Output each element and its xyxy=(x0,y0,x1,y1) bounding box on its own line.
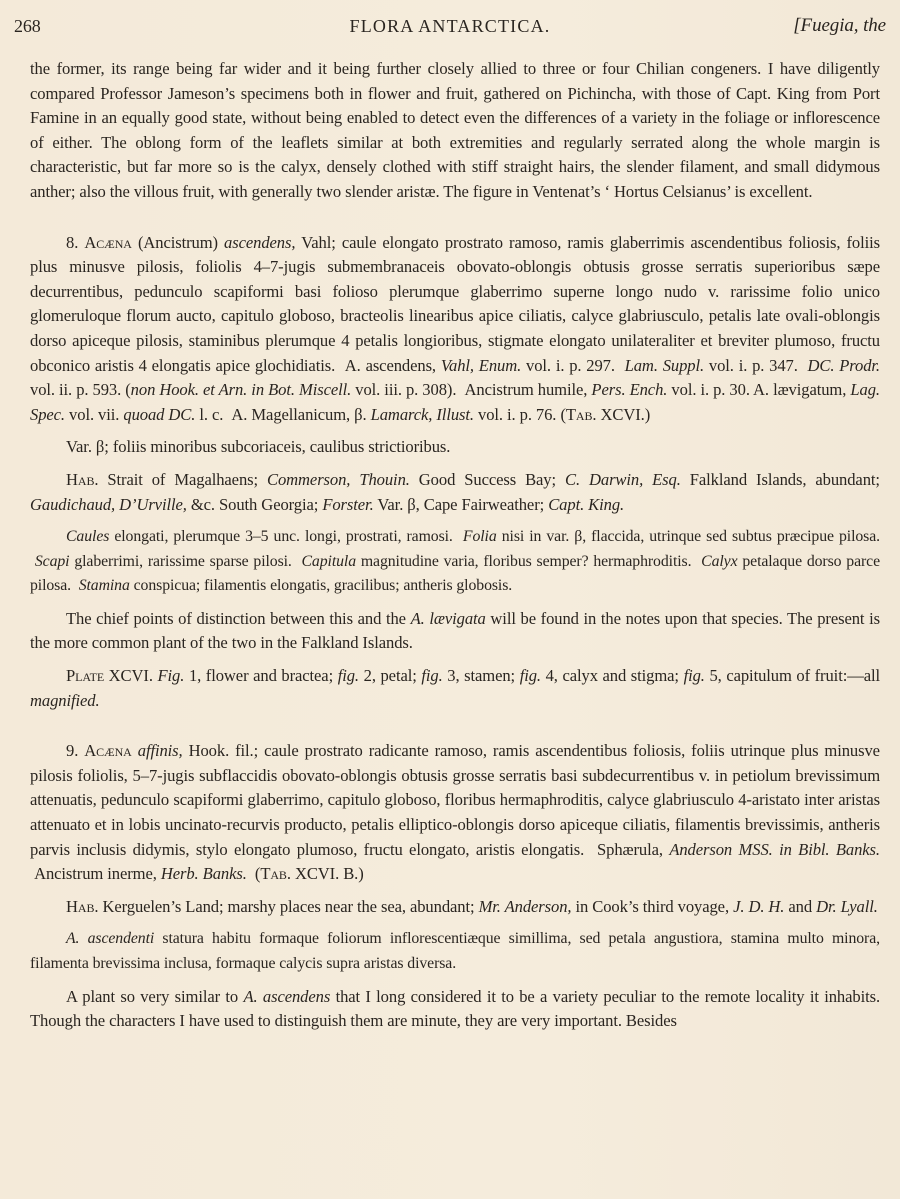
habitat-text: Falkland Islands, abundant; xyxy=(689,469,880,489)
description-text: glaberrimi, rarissime sparse pilosi. xyxy=(74,552,292,570)
term: Calyx xyxy=(701,552,738,570)
term: Capitula xyxy=(301,552,356,570)
description-text: nisi in var. β, flaccida, utrinque sed subtus præcipue pilosa. xyxy=(501,528,880,546)
plate-label: Tab. xyxy=(260,864,291,884)
note-text: will be found in the notes upon that species. The present is the more common plant of the two in the Falkland Islands. xyxy=(30,608,880,653)
species-number: 9. xyxy=(66,741,79,761)
description-8 xyxy=(30,525,880,599)
species-name: ascendens, xyxy=(224,232,296,252)
term: Scapi xyxy=(34,552,70,570)
note-8 xyxy=(30,607,880,656)
genus-name: Acæna xyxy=(84,741,132,761)
habitat-text: Good Success Bay; xyxy=(418,469,557,489)
habitat-text: &c. South Georgia; xyxy=(190,494,319,514)
collector: Mr. Anderson, xyxy=(478,896,572,916)
fig-label: Fig. xyxy=(157,666,185,686)
reference-location: vol. iii. p. 308). xyxy=(355,380,457,400)
reference: Anderson MSS. in Bibl. Banks. xyxy=(669,839,880,859)
genus-name: Acæna xyxy=(84,232,132,252)
reference: Pers. Ench. xyxy=(591,380,668,400)
subgenus: (Ancistrum) xyxy=(137,232,218,252)
description-text: conspicua; filamentis elongatis, gracilibus; antheris globosis. xyxy=(133,577,513,595)
species-ref: A. lævigata xyxy=(410,608,486,628)
plate-label: Plate XCVI. xyxy=(66,666,153,686)
fig-label: fig. xyxy=(421,666,443,686)
species-8-entry xyxy=(30,231,880,428)
reference-location: l. c. xyxy=(199,404,224,424)
description-text: statura habitu formaque foliorum inflorescentiæque simillima, sed petala angustiora, stamina multo minora, filamenta brevissima inclusa, formaque calycis supra aristas diversa. xyxy=(30,930,880,972)
description-text: elongati, plerumque 3–5 unc. longi, prostrati, ramosi. xyxy=(114,528,453,546)
page-title: FLORA ANTARCTICA. xyxy=(349,16,551,36)
reference: Lam. Suppl. xyxy=(624,355,705,375)
reference-location: vol. i. p. 297. xyxy=(526,355,615,375)
plate-number: XCVI. B.) xyxy=(294,864,364,884)
species-number: 8. xyxy=(66,232,79,252)
collector: Forster. xyxy=(322,494,374,514)
note-text: The chief points of distinction between this and the xyxy=(66,608,406,628)
collector: Gaudichaud, D’Urville, xyxy=(30,494,187,514)
reference-location: vol. i. p. 347. xyxy=(708,355,798,375)
term: Folia xyxy=(462,528,497,546)
reference-location: vol. i. p. 30. xyxy=(671,380,750,400)
fig-label: fig. xyxy=(337,666,359,686)
running-head: [Fuegia, the xyxy=(793,15,886,36)
collector: Capt. King. xyxy=(548,494,625,514)
fig-text: 2, petal; xyxy=(363,666,417,686)
plate-ref-open: ( xyxy=(254,864,261,884)
habitat-label: Hab. xyxy=(66,469,99,489)
habitat-text: Kerguelen’s Land; marshy places near the sea, abundant; xyxy=(102,896,475,916)
diagnosis: caule elongato prostrato ramoso, ramis glaberrimis ascendentibus foliosis, foliis plus minusve pilosis, foliolis 4–7-jugis submembranaceis obovato-oblongis obtusis grosse serratis superioribus sæpe decurrentibus, pedunculo scapiformi basi folioso plerumque glaberrimo superne longo nudo v. rarissime folio unico glomeruloque florum aucto, capitulo globoso, bracteolis linearibus apice ciliatis, calyce glabriusculo, petalis late ovali-oblongis dorso apiceque pilosis, staminibus plerumque 4 petalis longioribus, stigmate elongato unilateraliter et breviter plumoso, fructu obconico aristis 4 elongatis apice glochidiatis. xyxy=(30,232,880,375)
species-ref: A. ascendenti xyxy=(66,930,155,948)
habitat-text: in Cook’s third voyage, xyxy=(575,896,730,916)
page-number: 268 xyxy=(14,16,41,36)
collector: Commerson, Thouin. xyxy=(267,469,410,489)
page-header xyxy=(14,14,886,42)
collector: C. Darwin, Esq. xyxy=(565,469,681,489)
species-9-entry xyxy=(30,739,880,887)
plate-ref-open: ( xyxy=(560,404,566,424)
fig-text: 5, capitulum of fruit:—all xyxy=(709,666,880,686)
note-text: A plant so very similar to xyxy=(66,986,239,1006)
note-text: that I long considered it to be a variety peculiar to the remote locality it inhabits. Though the characters I have used to distinguish them are minute, they are very important. Besides xyxy=(30,986,880,1031)
fig-text: 3, stamen; xyxy=(447,666,516,686)
habitat-text: Strait of Magalhaens; xyxy=(107,469,259,489)
fig-label: fig. xyxy=(683,666,705,686)
reference: quoad DC. xyxy=(123,404,196,424)
habitat-8 xyxy=(30,468,880,517)
reference-location: vol. i. p. 76. xyxy=(478,404,557,424)
reference: Lag. Spec. xyxy=(30,380,880,424)
author: Hook. fil.; xyxy=(188,741,259,761)
reference-location: vol. ii. p. 593. ( xyxy=(30,380,131,400)
synonym: A. ascendens, xyxy=(344,355,436,375)
variety-paragraph: Var. β; foliis minoribus subcoriaceis, caulibus strictioribus. xyxy=(66,437,451,457)
synonym: Sphærula, xyxy=(597,839,663,859)
description-text: magnitudine varia, floribus semper? hermaphroditis. xyxy=(360,552,692,570)
term: Caules xyxy=(66,528,110,546)
reference: Herb. Banks. xyxy=(160,864,247,884)
description-text: petalaque dorso parce pilosa. xyxy=(30,552,880,595)
habitat-9 xyxy=(30,895,880,920)
note-9 xyxy=(30,985,880,1034)
habitat-label: Hab. xyxy=(66,896,99,916)
fig-label: fig. xyxy=(519,666,541,686)
author: Vahl; xyxy=(301,232,336,252)
paragraph-continuation: the former, its range being far wider and it being further closely allied to three or four Chilian congeners. I have diligently compared Professor Jameson’s specimens both in flower and fruit, gathered on Pichincha, with those of Capt. King from Port Famine in an equally good state, without being enabled to detect even the differences of a variety in the foliage or inflorescence of either. The oblong form of the leaflets similar at both extremities and regularly serrated along the whole margin is characteristic, but far more so is the calyx, densely clothed with stiff straight hairs, the slender filament, and small didymous anther; also the villous fruit, with generally two slender aristæ. The figure in Ventenat’s ‘ Hortus Celsianus’ is excellent. xyxy=(30,59,880,201)
reference: DC. Prodr. xyxy=(807,355,880,375)
synonym: A. Magellanicum, β. xyxy=(231,404,367,424)
collector: J. D. H. xyxy=(733,896,785,916)
fig-text: magnified. xyxy=(30,690,100,710)
plate-caption-8 xyxy=(30,664,880,713)
diagnosis: caule prostrato radicante ramoso, ramis ascendentibus foliosis, foliis utrinque plus minusve pilosis foliolis, 5–7-jugis subflaccidis obovato-oblongis obtusis grosse serratis basi subdecurrentibus v. in petiolum brevissimum attenuatis, pedunculo scapiformi glaberrimo, capitulo globoso, floribus hermaphroditis, calyce glabriusculo 4-aristato inter aristas attenuato et in lobis uncinato-recurvis producto, petalis elliptico-oblongis dorso apiceque ciliatis, filamentis brevissimis, antheris parvis inclusis didymis, stylo elongato plumoso, fructu elongato, aristis elongatis. xyxy=(30,741,880,859)
species-name: affinis, xyxy=(137,741,183,761)
term: Stamina xyxy=(78,577,130,595)
reference: Lamarck, Illust. xyxy=(370,404,474,424)
reference: non Hook. et Arn. in Bot. Miscell. xyxy=(130,380,352,400)
synonym: Ancistrum inerme, xyxy=(34,864,157,884)
page-body xyxy=(30,57,880,1034)
reference-location: vol. vii. xyxy=(69,404,120,424)
collector: Dr. Lyall. xyxy=(816,896,878,916)
synonym: Ancistrum humile, xyxy=(464,380,588,400)
fig-text: 1, flower and bractea; xyxy=(188,666,334,686)
description-9 xyxy=(30,927,880,976)
species-ref: A. ascendens xyxy=(243,986,331,1006)
habitat-text: Var. β, Cape Fairweather; xyxy=(377,494,545,514)
plate-label: Tab. xyxy=(565,404,597,424)
plate-number: XCVI.) xyxy=(600,404,651,424)
fig-text: 4, calyx and stigma; xyxy=(545,666,679,686)
synonym: A. lævigatum, xyxy=(753,380,847,400)
reference: Vahl, Enum. xyxy=(440,355,522,375)
habitat-text: and xyxy=(788,896,813,916)
